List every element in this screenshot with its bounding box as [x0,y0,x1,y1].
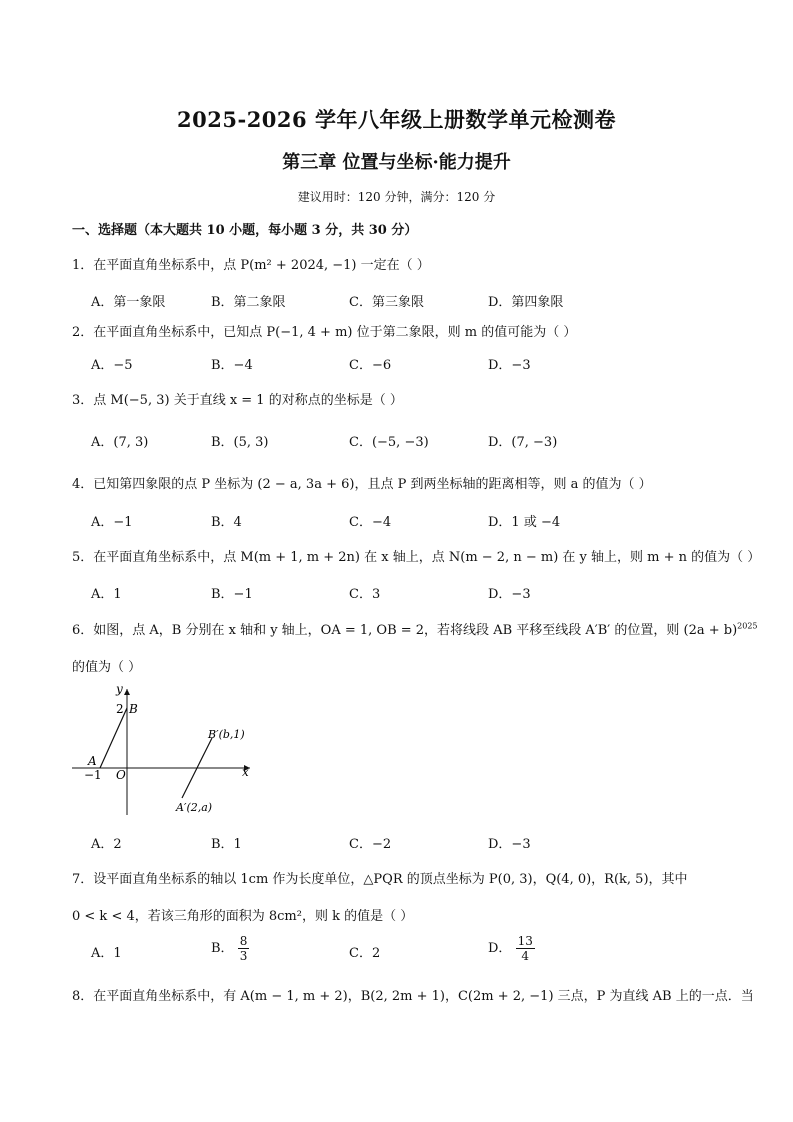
segment-ab [100,708,127,768]
q7-option-b-letter: B． [211,941,234,956]
q7-option-d-fraction [516,934,535,963]
page-subtitle: 第三章 位置与坐标·能力提升 [282,152,511,173]
q2-option-a[interactable]: A．−5 [91,358,133,373]
q6-option-c[interactable]: C．−2 [349,837,392,852]
q6-option-d[interactable]: D．−3 [488,837,531,852]
q7-option-d-numerator: 13 [517,934,533,948]
question-2-stem: 2．在平面直角坐标系中，已知点 P(−1, 4 + m) 位于第二象限，则 m 的值可能为（ ） [72,325,577,340]
q7-option-d[interactable] [488,934,535,963]
question-3-stem: 3．点 M(−5, 3) 关于直线 x = 1 的对称点的坐标是（ ） [72,393,403,408]
q3-option-a[interactable]: A．(7, 3) [91,435,149,450]
question-8-stem: 8．在平面直角坐标系中，有 A(m − 1, m + 2)，B(2, 2m + 1)，C(2m + 2, −1) 三点，P 为直线 AB 上的一点．当 [72,989,754,1004]
q3-option-d[interactable]: D．(7, −3) [488,435,558,450]
q3-option-c[interactable]: C．(−5, −3) [349,435,429,450]
point-b-label: B [129,702,138,716]
q7-option-b-numerator: 8 [239,934,248,948]
question-7-stem: 7．设平面直角坐标系的轴以 1cm 作为长度单位，△PQR 的顶点坐标为 P(0, 3)，Q(4, 0)，R(k, 5)，其中 [72,872,688,887]
question-6-stem-cont: 的值为（ ） [72,660,142,675]
q7-option-d-letter: D． [488,941,512,956]
page-title: 2025-2026 学年八年级上册数学单元检测卷 [177,107,616,132]
question-6-figure [72,683,257,818]
x-axis-label: x [242,765,249,779]
origin-label: O [116,768,126,782]
q6-option-a[interactable]: A．2 [91,837,122,852]
q5-option-d[interactable]: D．−3 [488,587,531,602]
q7-option-d-denominator: 4 [521,949,530,963]
q2-option-b[interactable]: B．−4 [211,358,253,373]
q4-option-b[interactable]: B．4 [211,515,242,530]
q7-option-c[interactable]: C．2 [349,946,381,961]
q7-option-b-denominator: 3 [239,949,248,963]
q7-option-a[interactable]: A．1 [91,946,122,961]
q5-option-b[interactable]: B．−1 [211,587,253,602]
q1-option-a[interactable]: A．第一象限 [91,295,166,310]
q4-option-a[interactable]: A．−1 [91,515,133,530]
time-note: 建议用时：120 分钟，满分：120 分 [297,190,496,204]
q1-option-c[interactable]: C．第三象限 [349,295,424,310]
q1-option-d[interactable]: D．第四象限 [488,295,564,310]
q6-option-b[interactable]: B．1 [211,837,242,852]
q4-option-d[interactable]: D．1 或 −4 [488,515,561,530]
q4-option-c[interactable]: C．−4 [349,515,392,530]
minus-one-label: −1 [84,768,102,782]
point-b-prime-label: B′(b,1) [208,728,245,741]
q7-option-b[interactable] [211,934,249,963]
question-6-exponent: 2025 [737,621,758,631]
point-a-label: A [88,754,97,768]
q2-option-c[interactable]: C．−6 [349,358,392,373]
q3-option-b[interactable]: B．(5, 3) [211,435,269,450]
question-1-stem: 1．在平面直角坐标系中，点 P(m² + 2024, −1) 一定在（ ） [72,258,430,273]
y-two-label: 2 [116,702,124,716]
question-7-stem-cont: 0 < k < 4，若该三角形的面积为 8cm²，则 k 的值是（ ） [72,909,414,924]
question-6-stem [72,619,758,638]
question-5-stem: 5．在平面直角坐标系中，点 M(m + 1, m + 2n) 在 x 轴上，点 N(m − 2, n − m) 在 y 轴上，则 m + n 的值为（ ） [72,550,761,565]
q1-option-b[interactable]: B．第二象限 [211,295,286,310]
q5-option-a[interactable]: A．1 [91,587,122,602]
question-6-text: 6．如图，点 A，B 分别在 x 轴和 y 轴上，OA = 1, OB = 2，若将线段 AB 平移至线段 A′B′ 的位置，则 (2a + b) [72,623,738,638]
section-heading: 一、选择题（本大题共 10 小题，每小题 3 分，共 30 分） [72,223,418,238]
q2-option-d[interactable]: D．−3 [488,358,531,373]
q5-option-c[interactable]: C．3 [349,587,381,602]
point-a-prime-label: A′(2,a) [176,801,213,814]
question-4-stem: 4．已知第四象限的点 P 坐标为 (2 − a, 3a + 6)，且点 P 到两坐标轴的距离相等，则 a 的值为（ ） [72,477,652,492]
y-axis-label: y [116,683,123,696]
q7-option-b-fraction [238,934,250,963]
